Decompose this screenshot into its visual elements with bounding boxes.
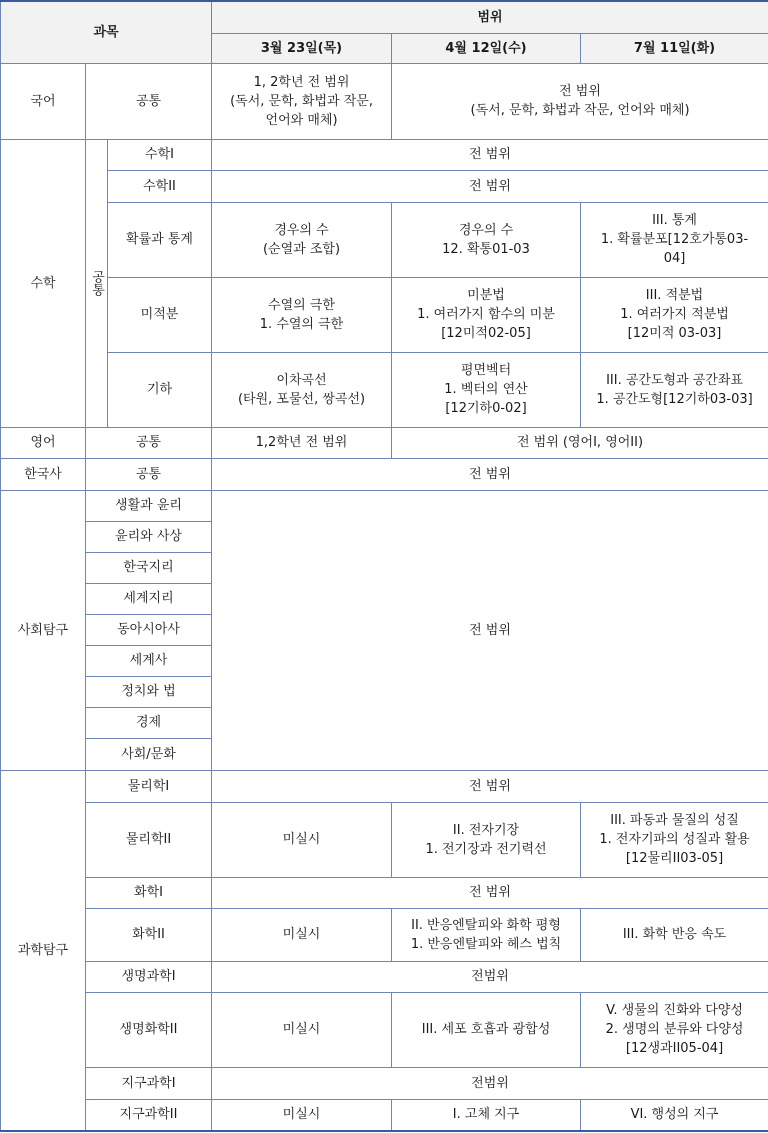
phys2-name: 물리학II [86, 802, 212, 877]
bio2-d3: V. 생물의 진화와 다양성 2. 생명의 분류와 다양성 [12생과II05-04] [581, 992, 768, 1067]
earth2-d3: VI. 행성의 지구 [581, 1099, 768, 1131]
sub-korean: 공통 [86, 63, 212, 139]
prob-name: 확률과 통계 [108, 202, 212, 277]
math1-scope: 전 범위 [212, 139, 768, 170]
chem2-d1: 미실시 [212, 908, 392, 961]
row-phys1 [1, 770, 768, 802]
social-item: 세계지리 [86, 583, 212, 614]
row-math2 [1, 170, 768, 202]
prob-d3: III. 통계 1. 확률분포[12호가통03- 04] [581, 202, 768, 277]
calc-d1: 수열의 극한 1. 수열의 극한 [212, 277, 392, 352]
chem2-d2: II. 반응엔탈피와 화학 평형 1. 반응엔탈피와 헤스 법칙 [392, 908, 581, 961]
korean-d23: 전 범위 (독서, 문학, 화법과 작문, 언어와 매체) [392, 63, 768, 139]
bio2-name: 생명화학II [86, 992, 212, 1067]
geo-d1: 이차곡선 (타원, 포물선, 쌍곡선) [212, 352, 392, 427]
row-earth1 [1, 1067, 768, 1099]
calc-d2: 미분법 1. 여러가지 함수의 미분 [12미적02-05] [392, 277, 581, 352]
sub-history: 공통 [86, 458, 212, 490]
phys1-name: 물리학I [86, 770, 212, 802]
prob-d1: 경우의 수 (순열과 조합) [212, 202, 392, 277]
subject-science: 과학탐구 [1, 770, 86, 1131]
row-geo [1, 352, 768, 427]
social-item: 정치와 법 [86, 676, 212, 707]
math2-name: 수학II [108, 170, 212, 202]
earth1-name: 지구과학I [86, 1067, 212, 1099]
phys2-d3: III. 파동과 물질의 성질 1. 전자기파의 성질과 활용 [12물리II03-05] [581, 802, 768, 877]
chem2-name: 화학II [86, 908, 212, 961]
social-item: 한국지리 [86, 552, 212, 583]
social-item: 동아시아사 [86, 614, 212, 645]
header-subject: 과목 [1, 1, 212, 63]
chem1-scope: 전 범위 [212, 877, 768, 908]
row-history [1, 458, 768, 490]
row-math1 [1, 139, 768, 170]
header-date-1: 3월 23일(목) [212, 33, 392, 63]
chem1-name: 화학I [86, 877, 212, 908]
subject-social: 사회탐구 [1, 490, 86, 770]
row-chem2 [1, 908, 768, 961]
row-calc [1, 277, 768, 352]
row-phys2 [1, 802, 768, 877]
english-d23: 전 범위 (영어I, 영어II) [392, 427, 768, 458]
row-korean [1, 63, 768, 139]
social-item: 세계사 [86, 645, 212, 676]
phys1-scope: 전 범위 [212, 770, 768, 802]
row-english [1, 427, 768, 458]
geo-name: 기하 [108, 352, 212, 427]
math-group-common: 공통 [86, 139, 108, 427]
chem2-d3: III. 화학 반응 속도 [581, 908, 768, 961]
earth2-d1: 미실시 [212, 1099, 392, 1131]
phys2-d1: 미실시 [212, 802, 392, 877]
bio2-d2: III. 세포 호흡과 광합성 [392, 992, 581, 1067]
subject-history: 한국사 [1, 458, 86, 490]
social-item: 윤리와 사상 [86, 521, 212, 552]
math1-name: 수학I [108, 139, 212, 170]
social-item: 사회/문화 [86, 738, 212, 770]
social-scope: 전 범위 [212, 490, 768, 770]
history-scope: 전 범위 [212, 458, 768, 490]
row-earth2 [1, 1099, 768, 1131]
earth2-d2: I. 고체 지구 [392, 1099, 581, 1131]
row-chem1 [1, 877, 768, 908]
prob-d2: 경우의 수 12. 확통01-03 [392, 202, 581, 277]
social-item: 생활과 윤리 [86, 490, 212, 521]
row-social [1, 490, 768, 521]
earth2-name: 지구과학II [86, 1099, 212, 1131]
subject-korean: 국어 [1, 63, 86, 139]
calc-d3: III. 적분법 1. 여러가지 적분법 [12미적 03-03] [581, 277, 768, 352]
row-prob [1, 202, 768, 277]
math2-scope: 전 범위 [212, 170, 768, 202]
header-date-3: 7월 11일(화) [581, 33, 768, 63]
row-bio1 [1, 961, 768, 992]
geo-d2: 평면벡터 1. 벡터의 연산 [12기하0-02] [392, 352, 581, 427]
earth1-scope: 전범위 [212, 1067, 768, 1099]
subject-math: 수학 [1, 139, 86, 427]
bio1-name: 생명과학I [86, 961, 212, 992]
english-d1: 1,2학년 전 범위 [212, 427, 392, 458]
phys2-d2: II. 전자기장 1. 전기장과 전기력선 [392, 802, 581, 877]
bio2-d1: 미실시 [212, 992, 392, 1067]
sub-english: 공통 [86, 427, 212, 458]
korean-d1: 1, 2학년 전 범위 (독서, 문학, 화법과 작문, 언어와 매체) [212, 63, 392, 139]
calc-name: 미적분 [108, 277, 212, 352]
header-scope: 범위 [212, 1, 768, 33]
subject-english: 영어 [1, 427, 86, 458]
bio1-scope: 전범위 [212, 961, 768, 992]
row-bio2 [1, 992, 768, 1067]
header-date-2: 4월 12일(수) [392, 33, 581, 63]
social-item: 경제 [86, 707, 212, 738]
geo-d3: III. 공간도형과 공간좌표 1. 공간도형[12기하03-03] [581, 352, 768, 427]
